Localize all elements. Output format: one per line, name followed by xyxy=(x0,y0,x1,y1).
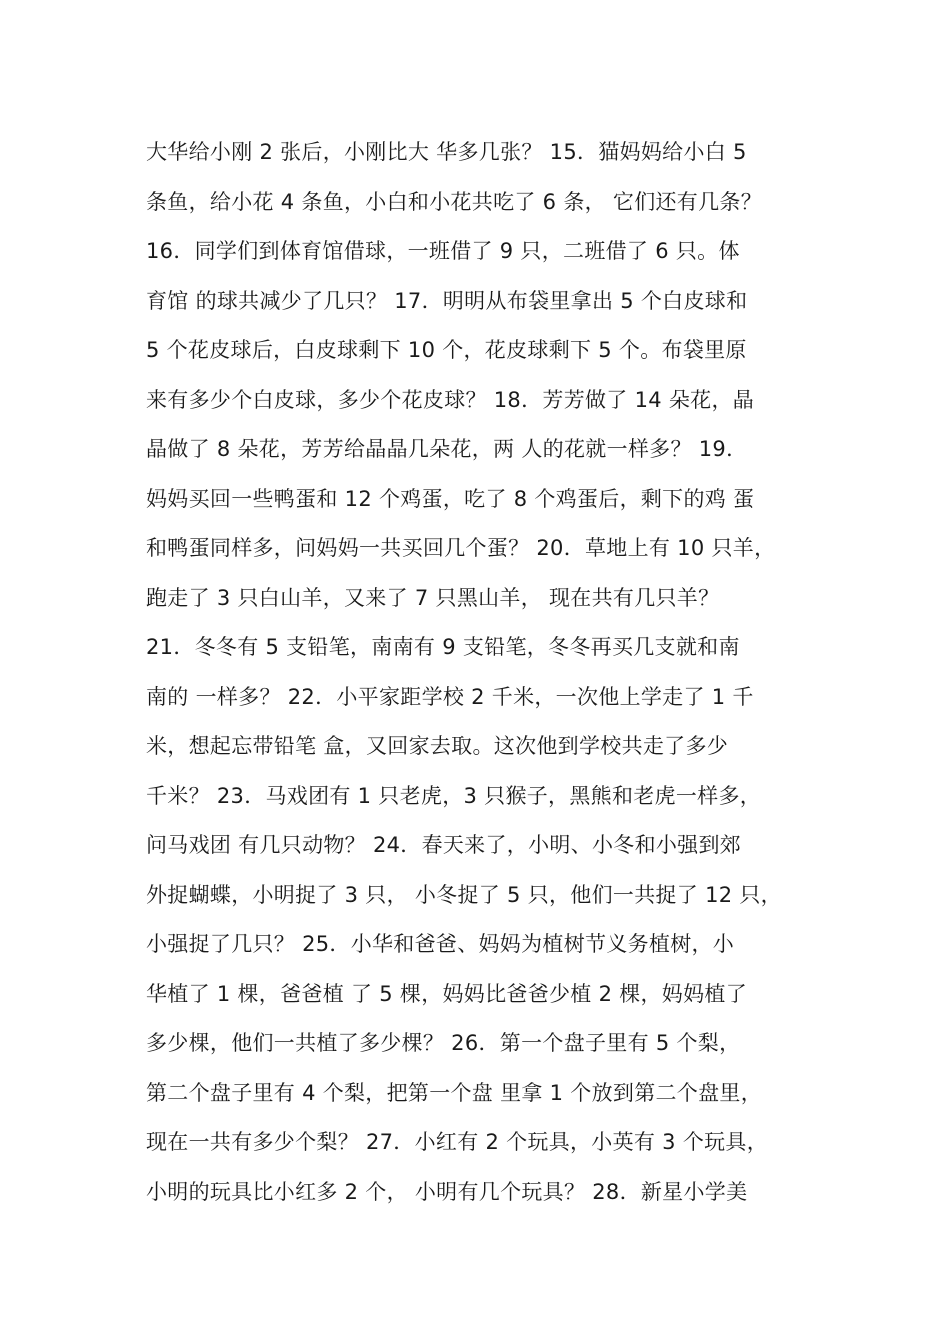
text-line: 小强捉了几只？ 25．小华和爸爸、妈妈为植树节义务植树，小 xyxy=(146,932,735,956)
text-line: 条鱼，给小花 4 条鱼，小白和小花共吃了 6 条， 它们还有几条？ xyxy=(146,189,762,214)
text-line: 来有多少个白皮球，多少个花皮球？ 18．芳芳做了 14 朵花，晶 xyxy=(146,387,755,412)
text-line: 21．冬冬有 5 支铅笔，南南有 9 支铅笔，冬冬再买几支就和南 xyxy=(146,635,740,659)
text-line: 妈妈买回一些鸭蛋和 12 个鸡蛋，吃了 8 个鸡蛋后，剩下的鸡 蛋 xyxy=(146,486,755,511)
text-line: 第二个盘子里有 4 个梨，把第一个盘 里拿 1 个放到第二个盘里， xyxy=(146,1080,762,1105)
text-line: 外捉蝴蝶，小明捉了 3 只， 小冬捉了 5 只，他们一共捉了 12 只， xyxy=(146,882,782,907)
text-line: 华植了 1 棵，爸爸植 了 5 棵，妈妈比爸爸少植 2 棵，妈妈植了 xyxy=(146,981,748,1006)
text-line: 多少棵，他们一共植了多少棵？ 26．第一个盘子里有 5 个梨， xyxy=(146,1031,741,1055)
text-line: 问马戏团 有几只动物？ 24．春天来了，小明、小冬和小强到郊 xyxy=(146,833,742,857)
text-line: 大华给小刚 2 张后，小刚比大 华多几张？ 15．猫妈妈给小白 5 xyxy=(146,140,747,164)
body-text xyxy=(146,128,826,1217)
text-line: 南的 一样多？ 22．小平家距学校 2 千米，一次他上学走了 1 千 xyxy=(146,684,754,709)
text-line: 和鸭蛋同样多，问妈妈一共买回几个蛋？ 20．草地上有 10 只羊， xyxy=(146,536,776,560)
text-line: 16．同学们到体育馆借球，一班借了 9 只，二班借了 6 只。体 xyxy=(146,239,740,263)
text-line: 千米？ 23．马戏团有 1 只老虎，3 只猴子，黑熊和老虎一样多， xyxy=(146,783,762,808)
text-line: 5 个花皮球后，白皮球剩下 10 个，花皮球剩下 5 个。布袋里原 xyxy=(146,338,747,362)
text-line: 米，想起忘带铅笔 盒，又回家去取。这次他到学校共走了多少 xyxy=(146,734,729,758)
text-line: 育馆 的球共减少了几只？ 17．明明从布袋里拿出 5 个白皮球和 xyxy=(146,288,748,313)
text-line: 晶做了 8 朵花，芳芳给晶晶几朵花，两 人的花就一样多？ 19． xyxy=(146,437,748,461)
text-line: 跑走了 3 只白山羊，又来了 7 只黑山羊， 现在共有几只羊？ xyxy=(146,585,720,610)
text-line: 小明的玩具比小红多 2 个， 小明有几个玩具？ 28．新星小学美 xyxy=(146,1179,748,1204)
text-line: 现在一共有多少个梨？ 27．小红有 2 个玩具，小英有 3 个玩具， xyxy=(146,1130,769,1154)
